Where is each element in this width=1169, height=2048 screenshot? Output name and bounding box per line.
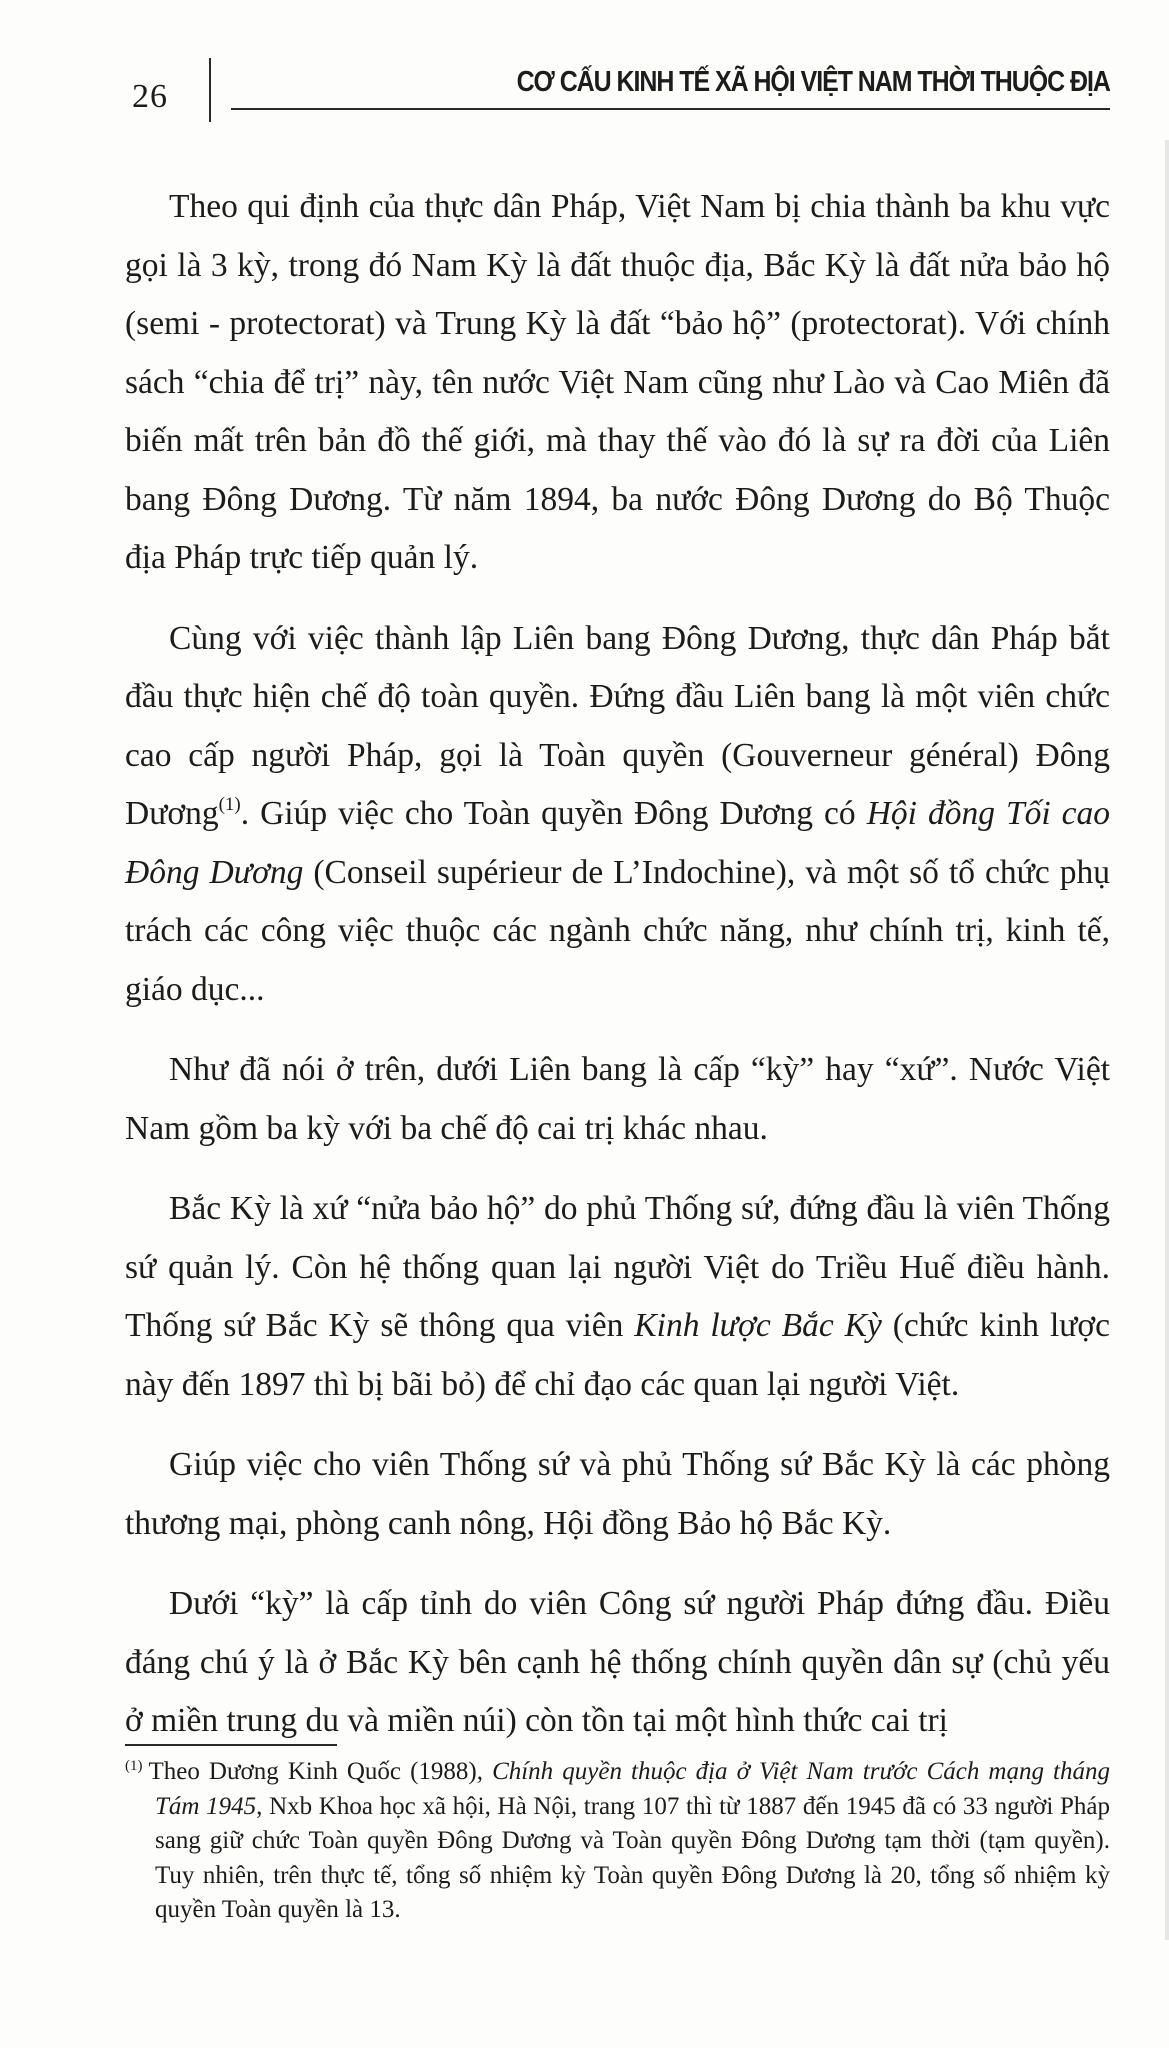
paragraph-text: Giúp việc cho viên Thống sứ và phủ Thống sứ Bắc Kỳ là các phòng thương mại, phòng canh nông, Hội đồng Bảo hộ Bắc Kỳ. <box>125 1446 1110 1542</box>
paragraph-text: . Giúp việc cho Toàn quyền Đông Dương có <box>240 795 867 832</box>
paragraph-text: Như đã nói ở trên, dưới Liên bang là cấp “kỳ” hay “xứ”. Nước Việt Nam gồm ba kỳ với ba chế độ cai trị khác nhau. <box>125 1051 1110 1147</box>
paragraph-1 <box>125 178 1110 588</box>
paragraph-text: (Conseil supérieur de L’Indochine), và một số tổ chức phụ trách các công việc thuộc các ngành chức năng, như chính trị, kinh tế, giáo dục... <box>125 853 1110 1008</box>
paragraph-5 <box>125 1436 1110 1553</box>
paragraph-text: Cùng với việc thành lập Liên bang Đông Dương, thực dân Pháp bắt đầu thực hiện chế độ toàn quyền. Đứng đầu Liên bang là một viên chức cao cấp người Pháp, gọi là Toàn quyền (Gouverneur général) Đông Dương <box>125 619 1110 832</box>
footnote-reference[interactable]: (1) <box>218 794 241 815</box>
paragraph-text: Dưới “kỳ” là cấp tỉnh do viên Công sứ người Pháp đứng đầu. Điều đáng chú ý là ở Bắc Kỳ bên cạnh hệ thống chính quyền dân sự (chủ yếu ở miền trung du và miền núi) còn tồn tại một hình thức cai trị <box>125 1585 1110 1739</box>
page-number: 26 <box>132 78 168 115</box>
italic-term: Hội đồng Tối cao Đông Dương <box>125 795 1111 891</box>
paragraph-6 <box>125 1575 1110 1751</box>
footnote-separator <box>125 1744 337 1746</box>
paragraph-2 <box>125 610 1110 1020</box>
paragraph-text: Bắc Kỳ là xứ “nửa bảo hộ” do phủ Thống sứ, đứng đầu là viên Thống sứ quản lý. Còn hệ thống quan lại người Việt do Triều Huế điều hành. Thống sứ Bắc Kỳ sẽ thông qua viên <box>125 1190 1110 1344</box>
italic-term: Kinh lược Bắc Kỳ <box>634 1307 882 1344</box>
body-text <box>125 178 1110 1773</box>
footnote-text: , Nxb Khoa học xã hội, Hà Nội, trang 107 thì từ 1887 đến 1945 đã có 33 người Pháp sang giữ chức Toàn quyền Đông Dương và Toàn quyền Đông Dương tạm thời (tạm quyền). Tuy nhiên, trên thực tế, tổng số nhiệm kỳ Toàn quyền Đông Dương là 20, tổng số nhiệm kỳ quyền Toàn quyền là 13. <box>155 1792 1110 1923</box>
scan-edge <box>1165 140 1169 1940</box>
footnote-italic-title: Chính quyền thuộc địa ở Việt Nam trước Cách mạng tháng Tám 1945 <box>155 1758 1110 1820</box>
footnote-text: Theo Dương Kinh Quốc (1988), <box>148 1758 493 1785</box>
paragraph-text: Theo qui định của thực dân Pháp, Việt Nam bị chia thành ba khu vực gọi là 3 kỳ, trong đó Nam Kỳ là đất thuộc địa, Bắc Kỳ là đất nửa bảo hộ (semi - protectorat) và Trung Kỳ là đất “bảo hộ” (protectorat). Với chính sách “chia để trị” này, tên nước Việt Nam cũng như Lào và Cao Miên đã biến mất trên bản đồ thế giới, mà thay thế vào đó là sự ra đời của Liên bang Đông Dương. Từ năm 1894, ba nước Đông Dương do Bộ Thuộc địa Pháp trực tiếp quản lý. <box>125 188 1110 576</box>
header-divider <box>209 58 211 122</box>
paragraph-3 <box>125 1041 1110 1158</box>
paragraph-4 <box>125 1180 1110 1414</box>
header-rule <box>231 108 1110 110</box>
footnote-marker: (1) <box>125 1758 143 1774</box>
paragraph-text: (chức kinh lược này đến 1897 thì bị bãi bỏ) để chỉ đạo các quan lại người Việt. <box>125 1307 1110 1403</box>
footnote <box>125 1755 1110 1928</box>
page-header <box>120 58 1110 128</box>
running-title: CƠ CẤU KINH TẾ XÃ HỘI VIỆT NAM THỜI THUỘC ĐỊA <box>516 66 1110 98</box>
